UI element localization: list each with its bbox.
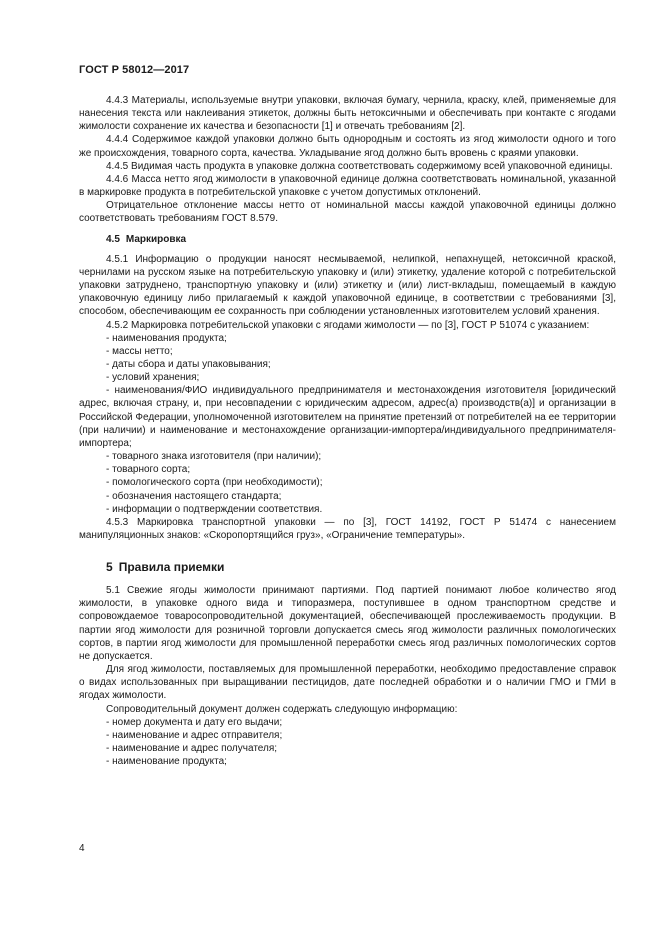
page-content <box>79 94 616 768</box>
paragraph: 4.5.1 Информацию о продукции наносят несмываемой, нелипкой, непахнущей, нетоксичной краской, чернилами на русском языке на потребительскую упаковку и (или) этикетку, удаление которой с потребительской упаковки затруднено, транспортную упаковку и (или) этикетку и (или) лист-вкладыш, помещаемый в каждую упаковочную единицу либо прилагаемый к каждой упаковочной единице, в соответствии с требованиями [3], способом, обеспечивающим ее сохранность при соблюдении установленных изготовителем условий хранения. <box>79 253 616 318</box>
paragraph: - наименования/ФИО индивидуального предпринимателя и местонахождения изготовителя [юридический адрес, включая страну, и, при несовпадении с юридическим адресом, адрес(а) производств(а)] и организации в Российской Федерации, уполномоченной изготовителем на принятие претензий от потребителей на ее территории (при наличии) и наименование и местонахождение организации-импортера/индивидуального предпринимателя-импортера; <box>79 385 616 449</box>
list-item: - условий хранения; <box>106 372 200 384</box>
paragraph: 4.4.4 Содержимое каждой упаковки должно быть однородным и состоять из ягод жимолости одного и того же происхождения, товарного сорта, качества. Укладывание ягод должно быть вровень с краями упаковки. <box>79 134 616 159</box>
section-number: 5 <box>106 560 113 575</box>
document-code: ГОСТ Р 58012—2017 <box>79 64 190 76</box>
section-number: 4.5 <box>106 233 120 245</box>
paragraph: 4.4.6 Масса нетто ягод жимолости в упаковочной единице должна соответствовать номинальной, указанной в маркировке продукта в потребительской упаковке с учетом допустимых отклонений. <box>79 173 616 199</box>
paragraph: 4.5.3 Маркировка транспортной упаковки — по [3], ГОСТ 14192, ГОСТ Р 51474 с нанесением манипуляционных знаков: «Скоропортящийся груз», «Ограничение температуры». <box>79 516 616 541</box>
paragraph: 4.4.3 Материалы, используемые внутри упаковки, включая бумагу, чернила, краску, клей, применяемые для нанесения текста или наклеивания этикеток, должны быть нетоксичными и обеспечивать при контакте с ягодами жимолости сохранение их качества и безопасности [1] и отвечать требованиям [2]. <box>79 95 616 133</box>
paragraph: 4.4.5 Видимая часть продукта в упаковке должна соответствовать содержимому всей упаковочной единицы. <box>106 160 613 172</box>
list-item: - наименование и адрес отправителя; <box>106 729 283 741</box>
list-item: - наименование и адрес получателя; <box>106 743 278 755</box>
list-item: - номер документа и дату его выдачи; <box>106 716 283 728</box>
paragraph: 4.5.2 Маркировка потребительской упаковки с ягодами жимолости — по [3], ГОСТ Р 51074 с указанием: <box>106 319 590 331</box>
list-item: - помологического сорта (при необходимости); <box>106 477 323 489</box>
list-item: - массы нетто; <box>106 345 173 357</box>
section-title: Маркировка <box>125 233 187 245</box>
list-item: - информации о подтверждении соответствия. <box>106 503 323 515</box>
list-item: - товарного знака изготовителя (при наличии); <box>106 451 322 463</box>
list-item: - товарного сорта; <box>106 464 191 476</box>
list-item: - наименования продукта; <box>106 332 227 344</box>
paragraph: Для ягод жимолости, поставляемых для промышленной переработки, необходимо предоставление справок о видах использованных при выращивании пестицидов, дате последней обработки и о наличии ГМО и ГМИ в ягодах жимолости. <box>79 664 616 702</box>
section-heading-5 <box>106 559 616 575</box>
list-item: - наименование продукта; <box>106 756 227 768</box>
page-number: 4 <box>79 843 85 854</box>
paragraph: Сопроводительный документ должен содержать следующую информацию: <box>106 703 458 715</box>
section-title: Правила приемки <box>118 560 225 575</box>
list-item: - даты сбора и даты упаковывания; <box>106 358 271 370</box>
list-item: - обозначения настоящего стандарта; <box>106 490 282 502</box>
paragraph: 5.1 Свежие ягоды жимолости принимают партиями. Под партией понимают любое количество ягод жимолости, в упаковке одного вида и типоразмера, поступившее в одном транспортном средстве и сопровождаемое товаросопроводительной документацией, обеспечивающей прослеживаемость продукции. В партии ягод жимолости для розничной торговли допускается смесь ягод жимолости различных помологических сортов, в партии ягод жимолости для промышленной переработки смесь ягод различных помологических сортов не допускается. <box>79 585 616 662</box>
section-heading-4-5 <box>106 233 616 246</box>
paragraph: Отрицательное отклонение массы нетто от номинальной массы каждой упаковочной единицы должно соответствовать требованиям ГОСТ 8.579. <box>79 200 616 225</box>
